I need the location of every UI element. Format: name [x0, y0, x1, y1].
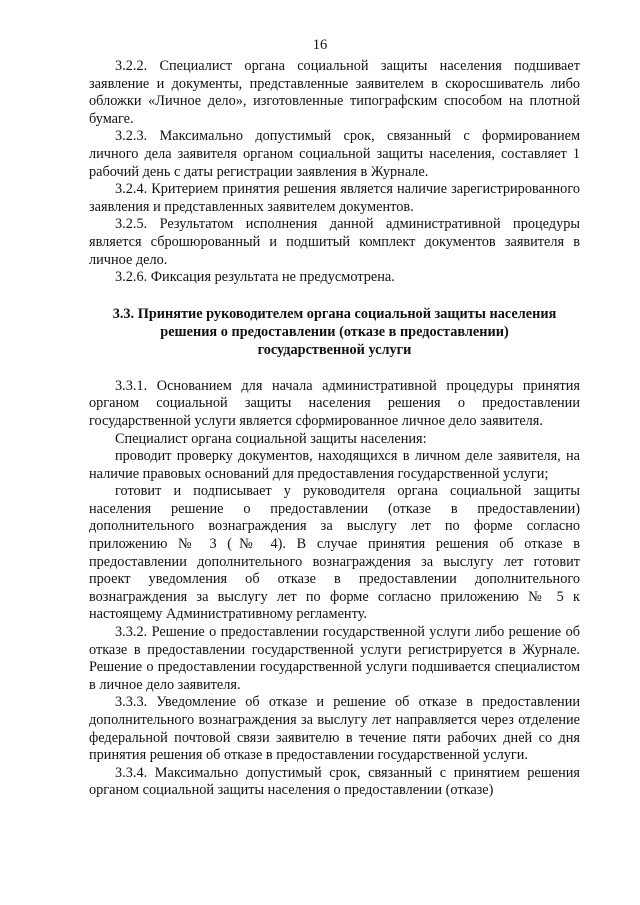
- document-body: [89, 58, 580, 800]
- paragraph-3-2-4: 3.2.4. Критерием принятия решения является наличие зарегистрированного заявления и представленных заявителем документов.: [89, 181, 580, 215]
- paragraph-3-3-4: 3.3.4. Максимально допустимый срок, связанный с принятием решения органом социальной защиты населения о предоставлении (отказе): [89, 764, 580, 799]
- paragraph-specialist: Специалист органа социальной защиты населения:: [115, 430, 427, 447]
- section-heading-3-3: 3.3. Принятие руководителем органа социальной защиты населения решения о предоставлении (отказе в предоставлении) государственной услуги: [112, 305, 557, 358]
- paragraph-3-2-5: 3.2.5. Результатом исполнения данной административной процедуры является сброшюрованный и подшитый комплект документов заявителя в личное дело.: [89, 216, 580, 268]
- paragraph-3-3-1: 3.3.1. Основанием для начала административной процедуры принятия органом социальной защиты населения решения о предоставлении государственной услуги является сформированное личное дело заявителя.: [89, 377, 580, 429]
- paragraph-3-3-3: 3.3.3. Уведомление об отказе и решение об отказе в предоставлении дополнительного вознаграждения за выслугу лет направляется через отделение федеральной почтовой связи заявителю в течение пяти рабочих дней со дня принятия решения об отказе в предоставлении государственной услуги.: [89, 694, 580, 764]
- paragraph-checks-documents: проводит проверку документов, находящихся в личном деле заявителя, на наличие правовых оснований для предоставления государственной услуги;: [89, 448, 580, 482]
- paragraph-prepares-decision: готовит и подписывает у руководителя органа социальной защиты населения решение о предоставлении (отказе в предоставлении) дополнительного вознаграждения за выслугу лет по форме согласно приложению № 3 (№ 4). В случае принятия решения об отказе в предоставлении дополнительного вознаграждения за выслугу лет готовит проект уведомления об отказе в предоставлении дополнительного вознаграждения за выслугу лет по форме согласно приложению № 5 к настоящему Административному регламенту.: [89, 483, 580, 623]
- paragraph-3-2-3: 3.2.3. Максимально допустимый срок, связанный с формированием личного дела заявителя органом социальной защиты населения, составляет 1 рабочий день с даты регистрации заявления в Журнале.: [89, 128, 580, 180]
- page-number: 16: [312, 37, 328, 53]
- paragraph-3-2-2: 3.2.2. Специалист органа социальной защиты населения подшивает заявление и документы, представленные заявителем в скоросшиватель либо обложки «Личное дело», изготовленные типографским способом на плотной бумаге.: [89, 58, 580, 127]
- paragraph-3-3-2: 3.3.2. Решение о предоставлении государственной услуги либо решение об отказе в предоставлении государственной услуги регистрируется в Журнале. Решение о предоставлении государственной услуги подшивается специалистом в личное дело заявителя.: [89, 624, 580, 693]
- paragraph-3-2-6: 3.2.6. Фиксация результата не предусмотрена.: [115, 269, 395, 286]
